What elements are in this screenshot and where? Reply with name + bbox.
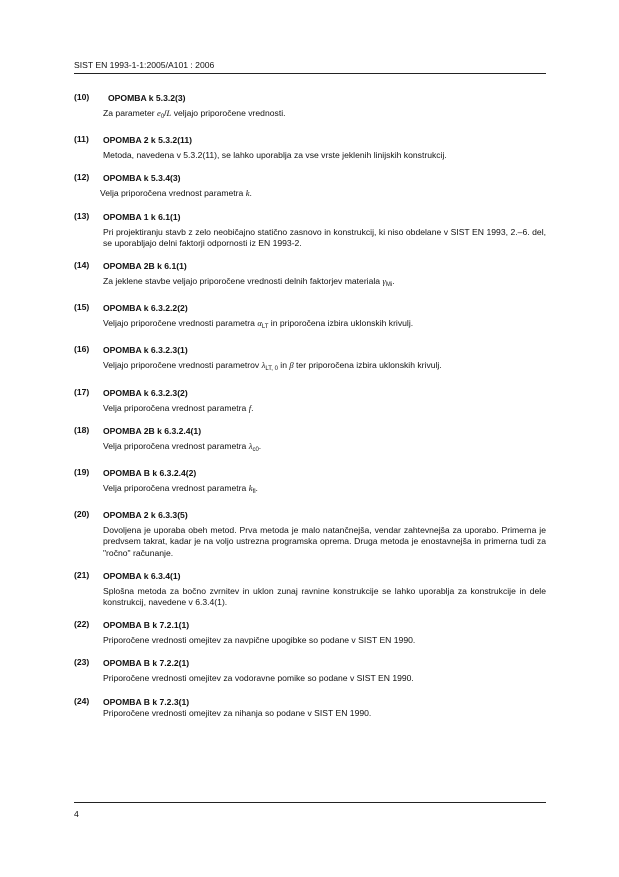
text-part: in priporočena izbira uklonskih krivulj. [268, 318, 414, 329]
text-part: veljajo priporočene vrednosti. [171, 108, 286, 118]
notes-list [74, 92, 546, 730]
text-part: Veljajo priporočene vrednosti parametra [103, 318, 258, 329]
note-number: (15) [74, 302, 90, 313]
subscript: LT, 0 [265, 366, 278, 373]
text-part: in [277, 360, 290, 371]
note-text [103, 441, 546, 456]
note-number: (21) [74, 569, 90, 580]
subscript: fl [252, 489, 256, 496]
symbol-alpha: α [257, 318, 262, 329]
page-header [74, 60, 546, 74]
page-footer [74, 802, 546, 819]
note-number: (22) [74, 619, 90, 630]
note-title: OPOMBA 2B k 6.1(1) [103, 261, 187, 272]
symbol-lambda: λ [248, 440, 253, 451]
text-part: . [249, 188, 252, 199]
text-part: ter priporočena izbira uklonskih krivulj. [293, 360, 442, 371]
note-title: OPOMBA k 6.3.4(1) [103, 570, 181, 581]
note-number: (13) [74, 210, 90, 221]
text-part: Za parameter [103, 108, 157, 118]
text-part: . [392, 276, 395, 287]
note-12 [74, 172, 546, 199]
note-number: (12) [74, 172, 90, 183]
note-number: (20) [74, 509, 90, 520]
note-text: Pri projektiranju stavb z zelo neobičajno statično zasnovo in konstrukcij, ki niso obdelane v SIST EN 1993, 2.–6. del, se uporabljajo delni faktorji odpornosti iz EN 1993-2. [103, 226, 546, 248]
note-text [103, 403, 546, 414]
note-22 [74, 619, 546, 646]
note-14 [74, 260, 546, 291]
note-text: Priporočene vrednosti omejitev za nihanja so podane v SIST EN 1990. [103, 707, 372, 718]
note-title: OPOMBA 2B k 6.3.2.4(1) [103, 425, 202, 436]
note-16 [74, 344, 546, 375]
note-text: Dovoljena je uporaba obeh metod. Prva metoda je malo natančnejša, vendar zahtevnejša za uporabo. Primerna je predvsem takrat, kadar je na voljo ustrezna programska oprema. Druga metoda je enostavnejša in primerna tudi za "ročno" računanje. [103, 525, 546, 558]
note-title: OPOMBA B k 6.3.2.4(2) [103, 468, 197, 479]
symbol-l: L [166, 108, 172, 118]
symbol-k: k [248, 483, 253, 494]
note-10 [74, 92, 546, 123]
note-number: (14) [74, 260, 90, 271]
note-text [103, 318, 546, 333]
note-text [100, 188, 546, 199]
text-part: . [251, 402, 254, 413]
note-text [103, 483, 546, 498]
text-part: / [164, 108, 167, 118]
note-title: OPOMBA 2 k 5.3.2(11) [103, 135, 192, 146]
note-23 [74, 657, 546, 684]
note-20 [74, 509, 546, 559]
note-title: OPOMBA k 6.3.2.2(2) [103, 303, 188, 314]
symbol-lambda: λ [261, 360, 266, 371]
text-part: . [258, 440, 262, 451]
note-number: (10) [74, 92, 90, 102]
note-title: OPOMBA k 6.3.2.3(2) [103, 387, 188, 398]
page-number: 4 [74, 809, 79, 819]
subscript: Mi [385, 282, 393, 289]
note-15 [74, 302, 546, 333]
note-text [103, 108, 546, 123]
note-number: (24) [74, 695, 90, 706]
note-title: OPOMBA B k 7.2.2(1) [103, 658, 190, 669]
symbol-k: k [245, 188, 250, 199]
text-part: Veljajo priporočene vrednosti parametrov [103, 360, 262, 371]
note-title: OPOMBA B k 7.2.1(1) [103, 620, 190, 631]
note-21 [74, 570, 546, 608]
note-title: OPOMBA k 6.3.2.3(1) [103, 345, 188, 356]
text-part: Za jeklene stavbe veljajo priporočene vrednosti delnih faktorjev materiala [103, 276, 383, 287]
note-17 [74, 387, 546, 414]
note-number: (23) [74, 657, 90, 668]
text-part: Velja priporočena vrednost parametra [100, 188, 246, 199]
text-part: Velja priporočena vrednost parametra [103, 402, 249, 413]
text-part: Velja priporočena vrednost parametra [103, 440, 249, 451]
symbol-gamma: γ [382, 276, 386, 287]
note-text: Priporočene vrednosti omejitev za vodoravne pomike so podane v SIST EN 1990. [103, 673, 414, 684]
symbol-e: e [156, 108, 161, 118]
note-number: (18) [74, 424, 90, 435]
note-number: (19) [74, 467, 90, 478]
note-number: (11) [74, 134, 89, 145]
note-text: Splošna metoda za bočno zvrnitev in uklon zunaj ravnine konstrukcije se lahko uporablja za konstrukcije in dele konstrukcij, navedene v 6.3.4(1). [103, 585, 546, 608]
note-text: Priporočene vrednosti omejitev za navpične upogibke so podane v SIST EN 1990. [103, 635, 416, 646]
symbol-beta: β [289, 360, 294, 371]
subscript: LT [261, 324, 269, 331]
note-11 [74, 134, 546, 161]
note-19 [74, 467, 546, 498]
note-13 [74, 211, 546, 249]
note-title: OPOMBA 2 k 6.3.3(5) [103, 510, 188, 521]
note-title: OPOMBA B k 7.2.3(1) [103, 696, 190, 707]
note-title: OPOMBA k 5.3.4(3) [103, 173, 181, 184]
note-text [103, 360, 546, 375]
note-number: (17) [74, 386, 90, 397]
symbol-f: f [248, 402, 252, 413]
note-18 [74, 425, 546, 456]
document-id: SIST EN 1993-1-1:2005/A101 : 2006 [74, 60, 215, 70]
note-text [103, 276, 546, 291]
subscript: c0 [252, 446, 259, 453]
note-text: Metoda, navedena v 5.3.2(11), se lahko uporablja za vse vrste jeklenih linijskih konstrukcij. [103, 150, 447, 161]
note-24 [74, 696, 546, 719]
subscript: 0 [160, 114, 165, 120]
text-part: . [255, 483, 258, 494]
text-part: Velja priporočena vrednost parametra [103, 483, 249, 494]
note-title: OPOMBA 1 k 6.1(1) [103, 211, 181, 222]
note-title: OPOMBA k 5.3.2(3) [108, 93, 186, 103]
note-number: (16) [74, 344, 90, 355]
